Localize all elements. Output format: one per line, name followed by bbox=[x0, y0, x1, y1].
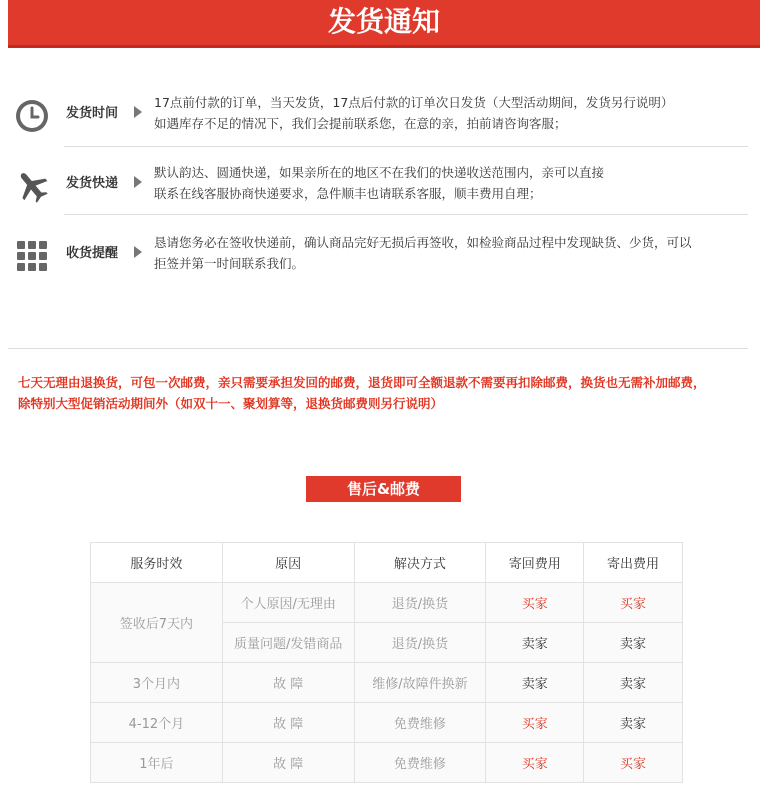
table-header-row bbox=[91, 543, 683, 583]
return-fee-cell: 买家 bbox=[486, 703, 584, 743]
table-row bbox=[91, 703, 683, 743]
return-fee-cell: 买家 bbox=[486, 743, 584, 783]
reason-cell: 故 障 bbox=[222, 743, 354, 783]
send-fee-cell: 买家 bbox=[584, 743, 683, 783]
page-title: 发货通知 bbox=[327, 5, 440, 38]
period-cell: 1年后 bbox=[91, 743, 223, 783]
reason-cell: 个人原因/无理由 bbox=[222, 583, 354, 623]
divider bbox=[8, 348, 748, 349]
solution-cell: 免费维修 bbox=[354, 743, 486, 783]
period-cell: 3个月内 bbox=[91, 663, 223, 703]
section-label: 收货提醒 bbox=[66, 246, 119, 261]
solution-cell: 维修/故障件换新 bbox=[354, 663, 486, 703]
send-fee-cell: 卖家 bbox=[584, 703, 683, 743]
send-fee-cell: 买家 bbox=[584, 583, 683, 623]
reason-cell: 故 障 bbox=[222, 703, 354, 743]
airplane-icon bbox=[14, 168, 50, 204]
section-label: 发货时间 bbox=[66, 106, 119, 121]
send-fee-cell: 卖家 bbox=[584, 623, 683, 663]
solution-cell: 退货/换货 bbox=[354, 623, 486, 663]
after-sales-table bbox=[90, 542, 683, 783]
period-cell: 4-12个月 bbox=[91, 703, 223, 743]
table-row bbox=[91, 743, 683, 783]
column-header: 寄回费用 bbox=[486, 543, 584, 583]
column-header: 原因 bbox=[222, 543, 354, 583]
reason-cell: 质量问题/发错商品 bbox=[222, 623, 354, 663]
column-header: 解决方式 bbox=[354, 543, 486, 583]
send-fee-cell: 卖家 bbox=[584, 663, 683, 703]
clock-icon bbox=[14, 98, 50, 134]
section-text: 17点前付款的订单，当天发货，17点后付款的订单次日发货（大型活动期间，发货另行说明） 如遇库存不足的情况下，我们会提前联系您，在意的亲，拍前请咨询客服； bbox=[154, 95, 674, 131]
column-header: 服务时效 bbox=[91, 543, 223, 583]
after-sales-title: 售后&邮费 bbox=[306, 476, 461, 502]
return-policy-notice: 七天无理由退换货，可包一次邮费，亲只需要承担发回的邮费，退货即可全额退款不需要再扣除邮费，换货也无需补加邮费， 除特别大型促销活动期间外（如双十一、聚划算等，退换货邮费则另行说明） bbox=[18, 375, 706, 411]
solution-cell: 退货/换货 bbox=[354, 583, 486, 623]
page-banner bbox=[8, 0, 760, 48]
section-shipping-time bbox=[14, 95, 748, 166]
period-cell: 签收后7天内 bbox=[91, 583, 223, 663]
section-courier bbox=[14, 165, 748, 236]
solution-cell: 免费维修 bbox=[354, 703, 486, 743]
divider bbox=[64, 146, 748, 147]
divider bbox=[64, 214, 748, 215]
column-header: 寄出费用 bbox=[584, 543, 683, 583]
reason-cell: 故 障 bbox=[222, 663, 354, 703]
return-fee-cell: 买家 bbox=[486, 583, 584, 623]
section-receipt-reminder bbox=[14, 235, 748, 306]
grid-icon bbox=[14, 238, 50, 274]
return-fee-cell: 卖家 bbox=[486, 663, 584, 703]
table-row bbox=[91, 663, 683, 703]
section-label: 发货快递 bbox=[66, 176, 119, 191]
arrow-right-icon bbox=[134, 246, 142, 258]
arrow-right-icon bbox=[134, 176, 142, 188]
section-text: 默认韵达、圆通快递，如果亲所在的地区不在我们的快递收送范围内，亲可以直接 联系在线客服协商快递要求，急件顺丰也请联系客服，顺丰费用自理； bbox=[154, 165, 605, 201]
table-row bbox=[91, 583, 683, 623]
section-text: 恳请您务必在签收快递前，确认商品完好无损后再签收，如检验商品过程中发现缺货、少货，可以 拒签并第一时间联系我们。 bbox=[154, 235, 692, 271]
return-fee-cell: 卖家 bbox=[486, 623, 584, 663]
arrow-right-icon bbox=[134, 106, 142, 118]
